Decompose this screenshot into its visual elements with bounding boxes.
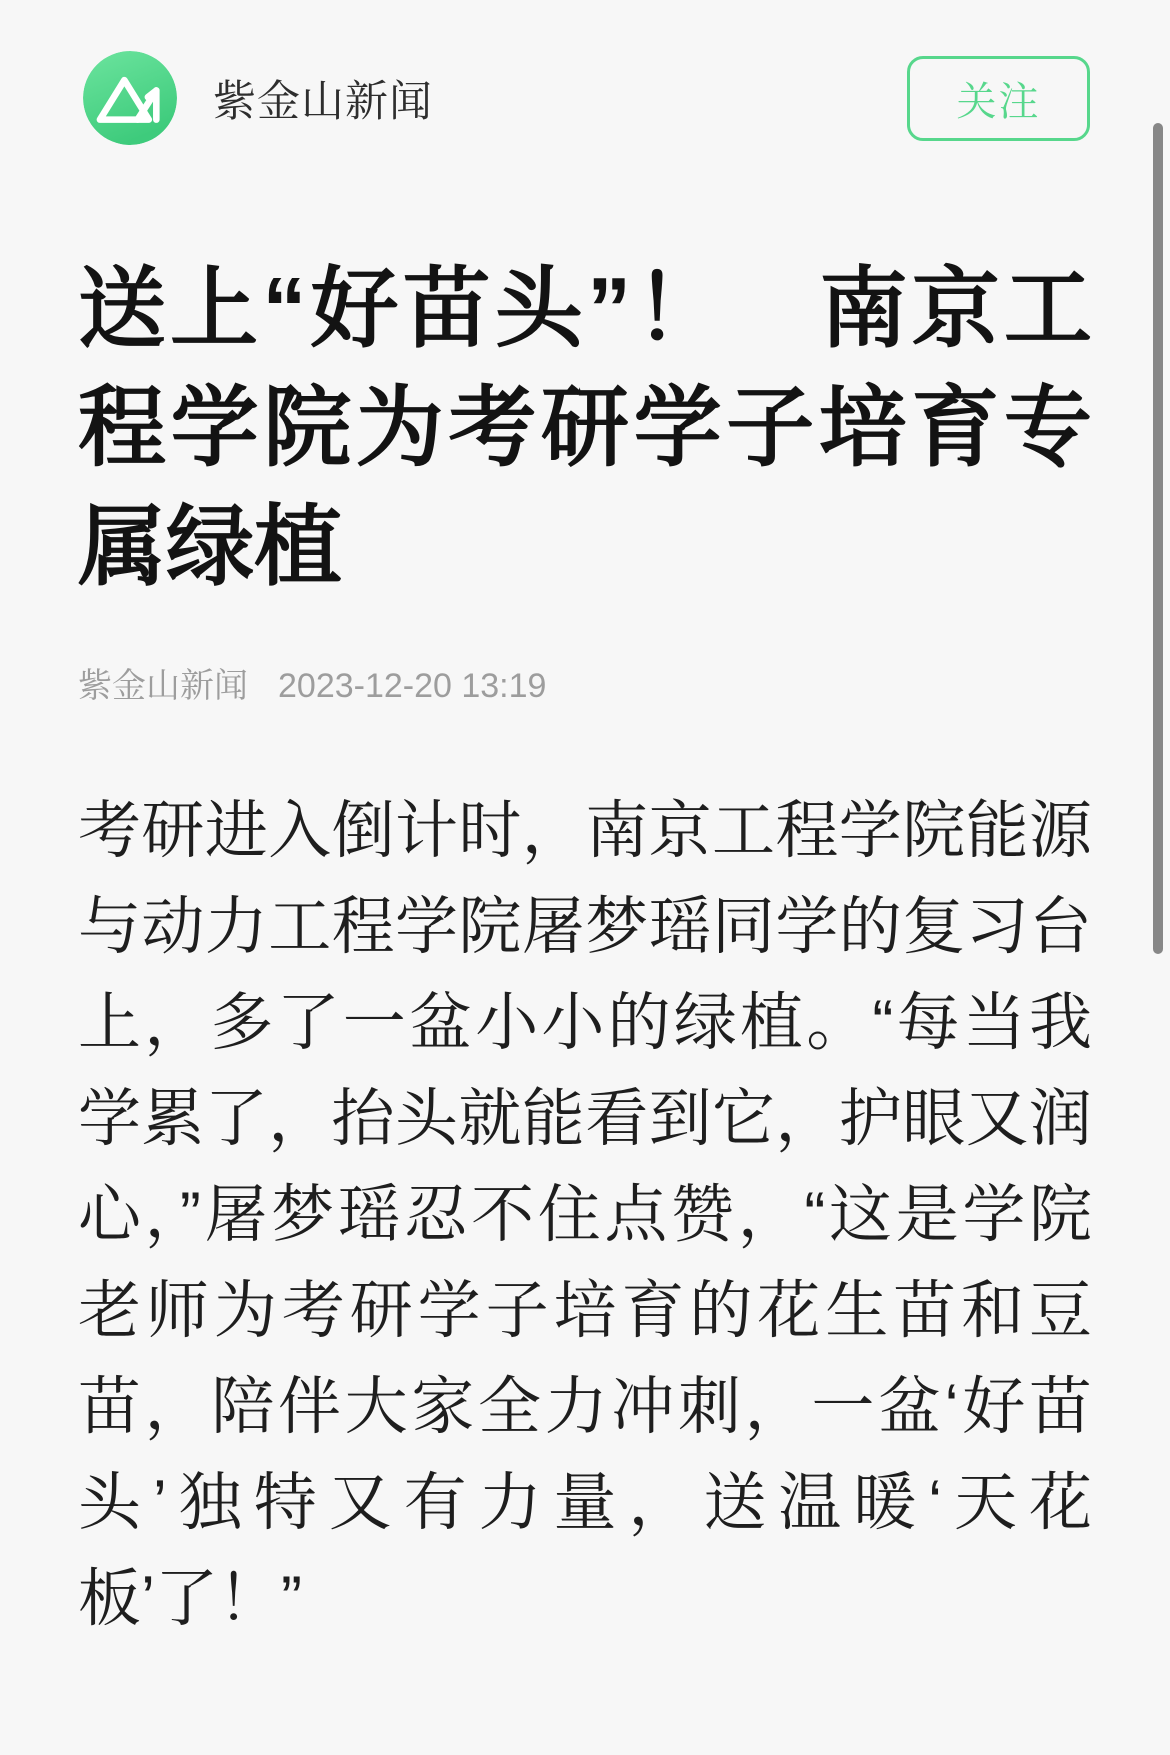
article-title: 送上“好苗头”！ 南京工程学院为考研学子培育专属绿植 <box>78 259 1092 596</box>
article-page <box>0 51 1170 1755</box>
article-body: 考研进入倒计时，南京工程学院能源与动力工程学院屠梦瑶同学的复习台上，多了一盆小小的绿植。“每当我学累了，抬头就能看到它，护眼又润心，”屠梦瑶忍不住点赞，“这是学院老师为考研学子培育的花生苗和豆苗，陪伴大家全力冲刺，一盆‘好苗头’独特又有力量，送温暖‘天花板’了！” <box>78 796 1092 1634</box>
byline-timestamp: 2023-12-20 13:19 <box>278 667 547 705</box>
byline <box>78 658 1092 707</box>
mountain-logo-icon[interactable] <box>83 51 177 145</box>
scrollbar-thumb[interactable] <box>1153 123 1163 954</box>
follow-button[interactable]: 关注 <box>907 56 1090 141</box>
publisher-name[interactable]: 紫金山新闻 <box>213 77 433 126</box>
article-header <box>83 51 1090 145</box>
byline-source: 紫金山新闻 <box>78 667 248 705</box>
